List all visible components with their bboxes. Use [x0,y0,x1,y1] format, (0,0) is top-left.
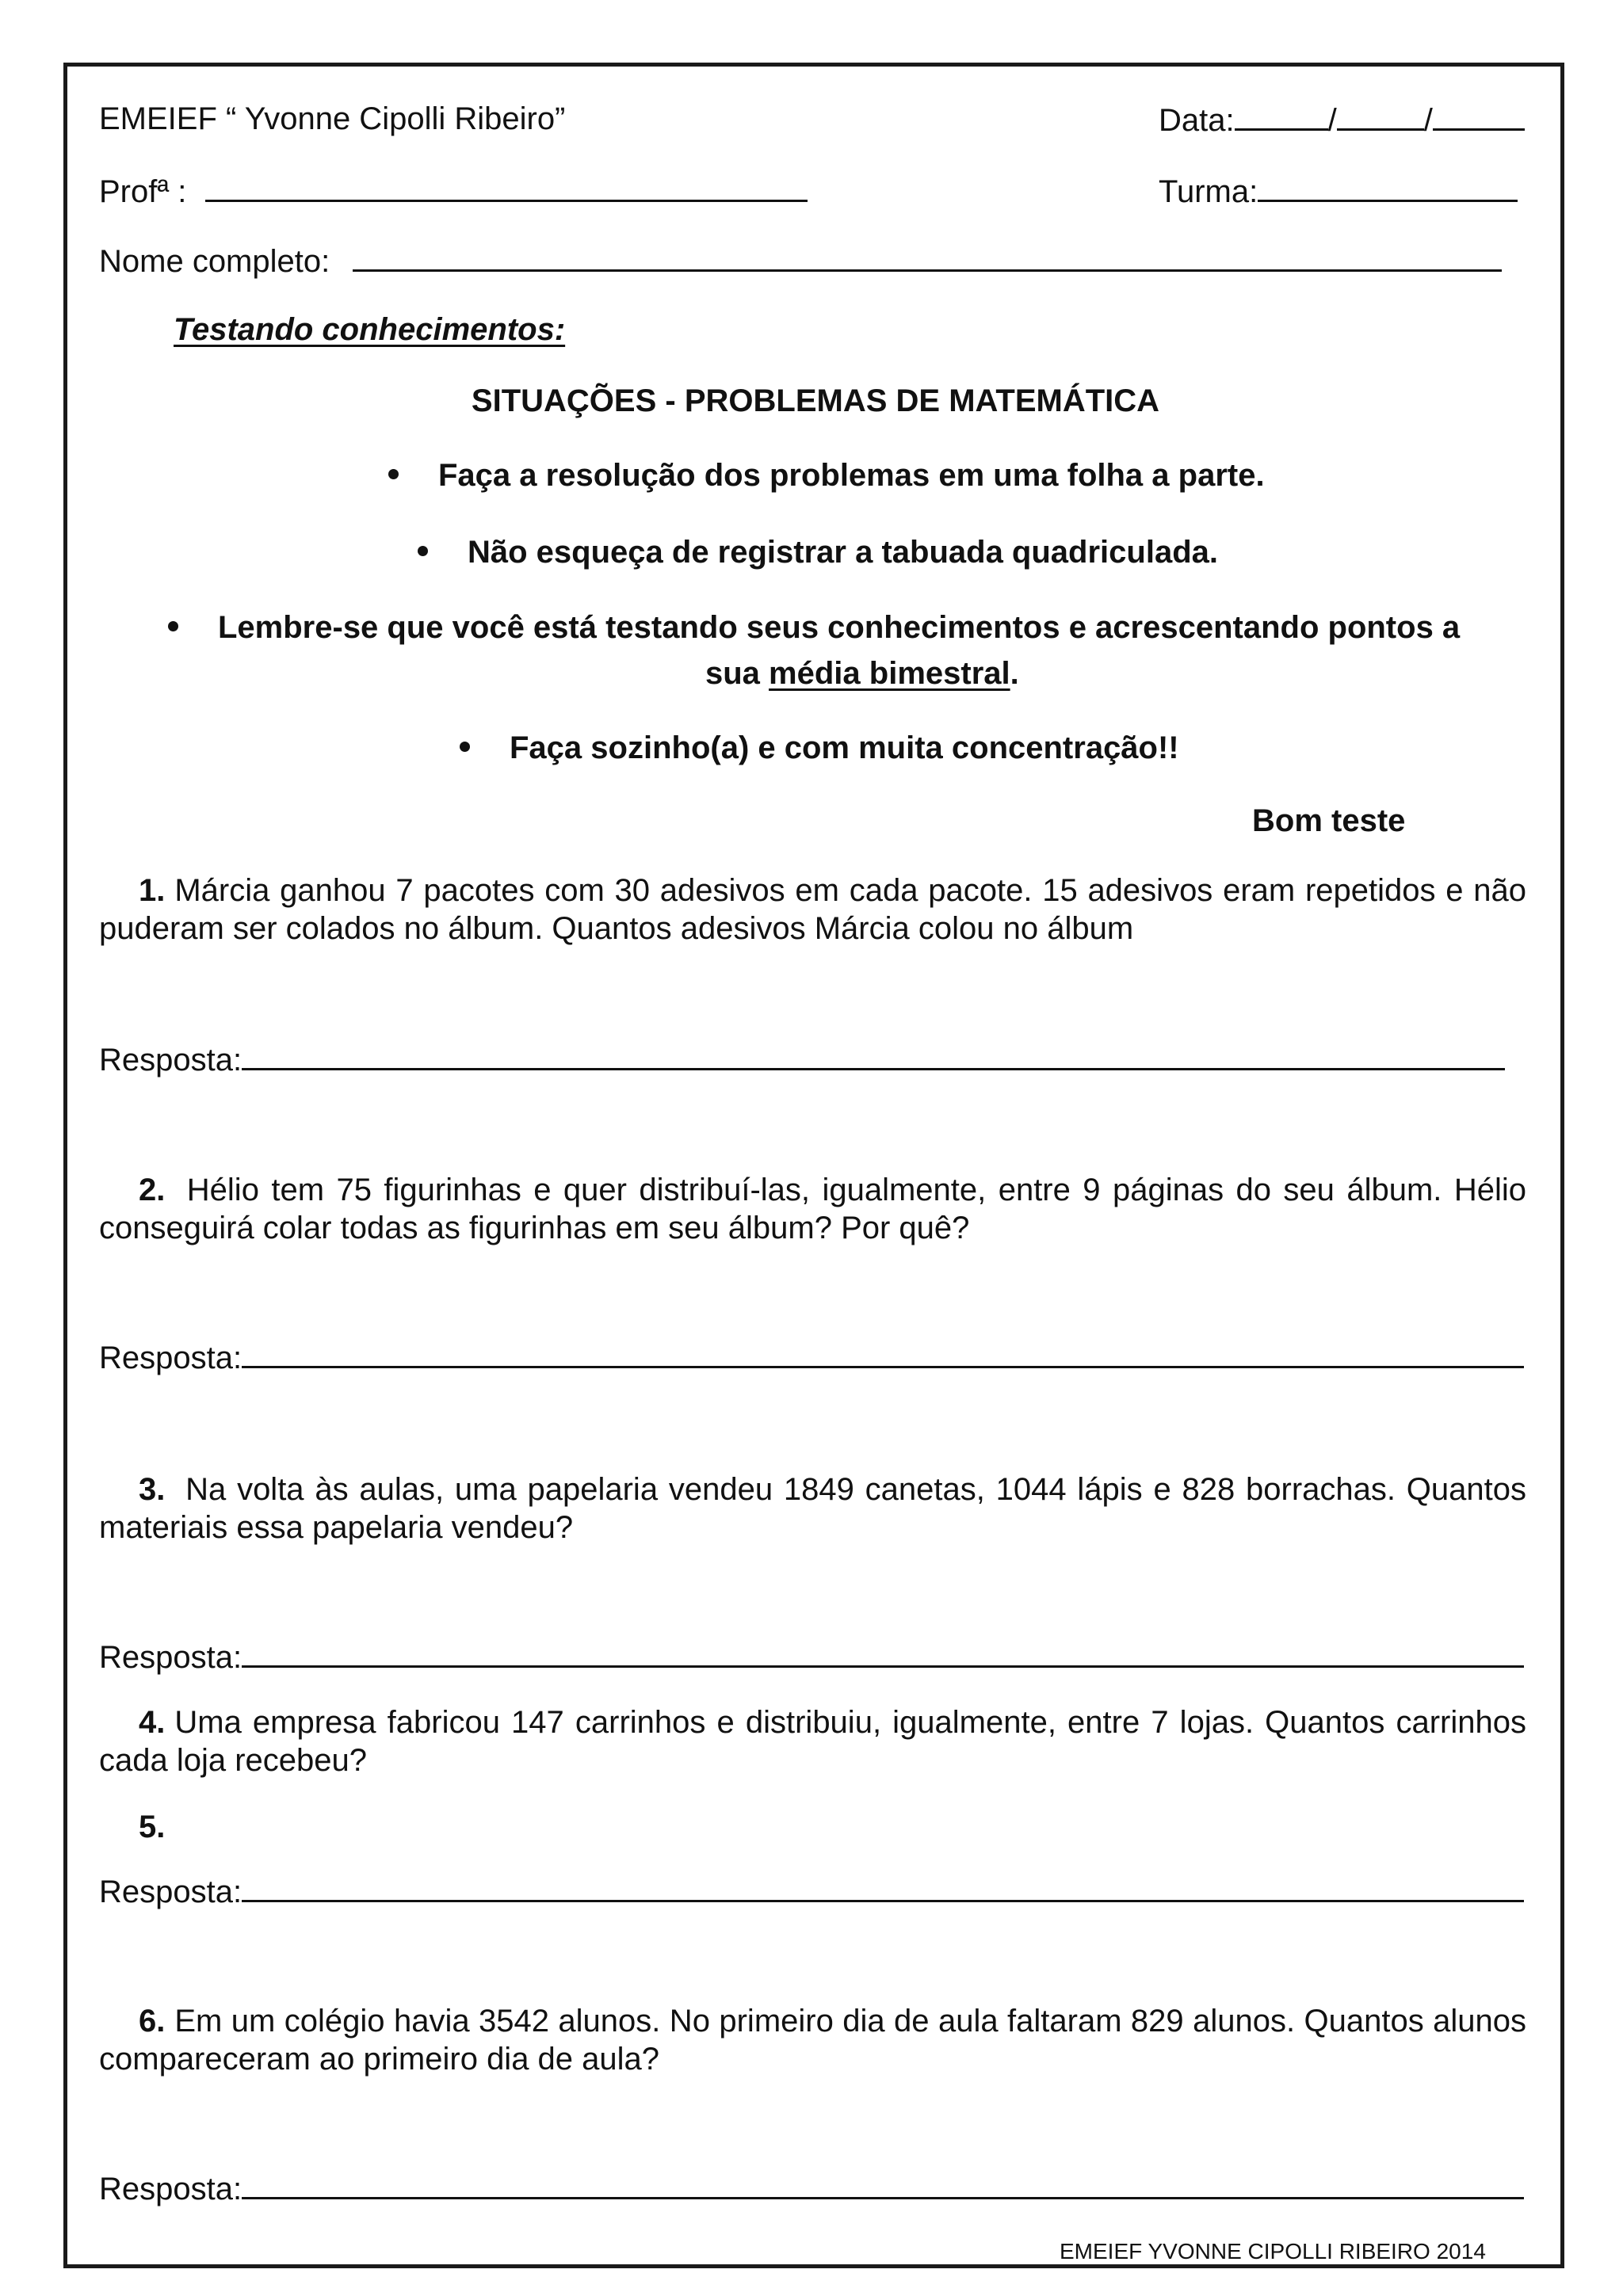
question-5 [99,1808,1526,1846]
class-blank[interactable] [1258,171,1518,202]
date-label: Data: [1159,103,1235,138]
class-field[interactable] [1159,171,1518,211]
answer-label: Resposta: [99,1043,242,1077]
question-2 [99,1171,1526,1247]
question-number: 5. [139,1810,166,1844]
question-text: Na volta às aulas, uma papelaria vendeu 1849 canetas, 1044 lápis e 828 borrachas. Quantos materiais essa papelaria vendeu? [99,1472,1526,1545]
class-label: Turma: [1159,174,1258,209]
question-6 [99,2002,1526,2078]
bullet-icon [388,469,399,479]
question-text: Em um colégio havia 3542 alunos. No primeiro dia de aula faltaram 829 alunos. Quantos alunos compareceram ao primeiro dia de aula? [99,2004,1526,2077]
answer-label: Resposta: [99,1341,242,1375]
question-text: Márcia ganhou 7 pacotes com 30 adesivos em cada pacote. 15 adesivos eram repetidos e não puderam ser colados no álbum. Quantos adesivos Márcia colou no álbum [99,873,1526,946]
main-title: SITUAÇÕES - PROBLEMAS DE MATEMÁTICA [471,383,1160,418]
name-label: Nome completo: [99,244,330,279]
question-number: 4. [139,1705,166,1740]
instruction-item-continuation: sua média bimestral. [705,656,1019,691]
bullet-icon [168,621,178,631]
question-text: Hélio tem 75 figurinhas e quer distribuí-las, igualmente, entre 9 páginas do seu álbum. Hélio conseguirá colar todas as figurinhas em seu álbum? Por quê? [99,1173,1526,1245]
highlighted-term: média bimestral [769,656,1010,691]
answer-line-4[interactable] [99,1871,1524,1911]
bullet-icon [460,742,470,752]
date-month-blank[interactable] [1337,100,1424,131]
teacher-field[interactable] [99,171,808,211]
question-number: 1. [139,873,166,908]
question-number: 2. [139,1173,166,1207]
section-title: Testando conhecimentos: [174,312,566,347]
date-year-blank[interactable] [1433,100,1525,131]
question-number: 6. [139,2004,166,2039]
instruction-item: Não esqueça de registrar a tabuada quadriculada. [418,533,1218,571]
school-name: EMEIEF “ Yvonne Cipolli Ribeiro” [99,101,566,136]
answer-line-5[interactable] [99,2168,1524,2208]
bullet-icon [418,546,428,556]
answer-blank[interactable] [242,1337,1524,1368]
answer-label: Resposta: [99,1875,242,1909]
name-field[interactable] [99,241,1502,280]
answer-blank[interactable] [242,1637,1524,1668]
closing-text: Bom teste [1252,803,1406,838]
answer-blank[interactable] [242,1039,1505,1070]
date-day-blank[interactable] [1235,100,1328,131]
answer-line-1[interactable] [99,1039,1505,1079]
instruction-item: Faça sozinho(a) e com muita concentração!! [460,729,1179,767]
answer-label: Resposta: [99,2172,242,2206]
teacher-label: Profª : [99,174,187,209]
question-text: Uma empresa fabricou 147 carrinhos e distribuiu, igualmente, entre 7 lojas. Quantos carrinhos cada loja recebeu? [99,1705,1526,1778]
instruction-item: Faça a resolução dos problemas em uma folha a parte. [388,456,1265,494]
answer-line-2[interactable] [99,1337,1524,1377]
question-4 [99,1703,1526,1779]
answer-label: Resposta: [99,1640,242,1675]
date-field[interactable]: Data: / / [1159,100,1525,139]
question-1 [99,871,1526,948]
answer-blank[interactable] [242,1871,1524,1902]
instruction-item: Lembre-se que você está testando seus conhecimentos e acrescentando pontos a [168,608,1460,646]
answer-blank[interactable] [242,2168,1524,2199]
question-number: 3. [139,1472,166,1507]
teacher-blank[interactable] [205,171,808,202]
answer-line-3[interactable] [99,1637,1524,1676]
footer-text: EMEIEF YVONNE CIPOLLI RIBEIRO 2014 [1060,2239,1486,2264]
question-3 [99,1470,1526,1547]
name-blank[interactable] [353,241,1502,272]
